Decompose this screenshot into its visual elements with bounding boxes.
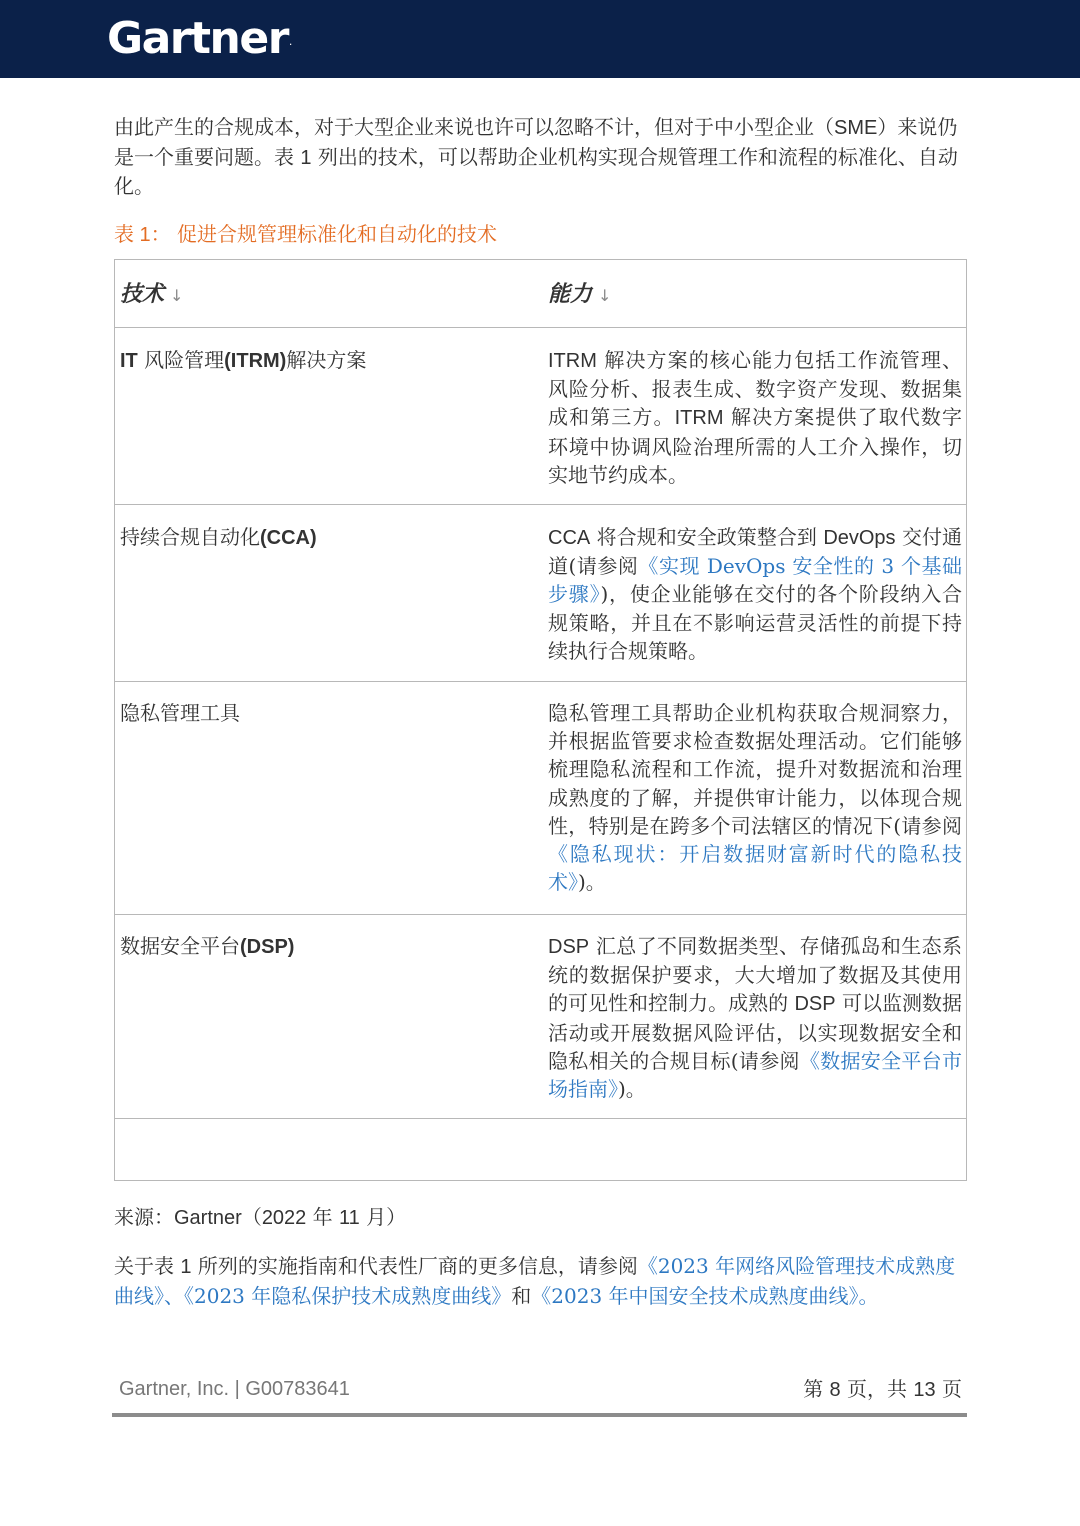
table-cell-capability: ITRM 解决方案的核心能力包括工作流管理、风险分析、报表生成、数字资产发现、数据集成和第三方。ITRM 解决方案提供了取代数字环境中协调风险治理所需的人工介入操作，切实地节约成本。: [548, 348, 963, 487]
reference-link-cyber-risk[interactable]: 《2023 年网络风险管理技术成熟度曲线》: [114, 1254, 956, 1308]
footer-rule: [112, 1413, 967, 1417]
column-header-tech[interactable]: 技术 ↓: [120, 281, 184, 307]
table-cell-tech: 持续合规自动化(CCA): [120, 525, 317, 549]
table-cell-tech: 数据安全平台(DSP): [120, 934, 295, 958]
table-caption: 表 1： 促进合规管理标准化和自动化的技术: [114, 222, 498, 246]
reference-link[interactable]: 《隐私现状：开启数据财富新时代的隐私技术》: [548, 842, 962, 895]
table-divider: [115, 914, 966, 915]
reference-link[interactable]: 《实现 DevOps 安全性的 3 个基础步骤》: [548, 554, 962, 607]
table-cell-capability: CCA 将合规和安全政策整合到 DevOps 交付通道(请参阅《实现 DevOps 安全性的 3 个基础步骤》)，使企业能够在交付的各个阶段纳入合规策略，并且在不影响运营灵活性的前提下持续执行合规策略。: [548, 525, 963, 663]
column-header-capability[interactable]: 能力 ↓: [548, 281, 612, 307]
table-divider: [115, 327, 966, 328]
table-divider: [115, 681, 966, 682]
reference-link-privacy[interactable]: 《2023 年隐私保护技术成熟度曲线》: [184, 1283, 512, 1308]
table-cell-tech: 隐私管理工具: [120, 701, 240, 725]
gartner-logo: Gartner.: [107, 13, 293, 64]
table-divider: [115, 504, 966, 505]
footer-doc-id: Gartner, Inc. | G00783641: [119, 1378, 350, 1400]
table-cell-capability: DSP 汇总了不同数据类型、存储孤岛和生态系统的数据保护要求，大大增加了数据及其使用的可见性和控制力。成熟的 DSP 可以监测数据活动或开展数据风险评估，以实现数据安全和隐私相关的合规目标(请参阅《数据安全平台市场指南》)。: [548, 934, 963, 1102]
more-info-paragraph: 关于表 1 所列的实施指南和代表性厂商的更多信息，请参阅《2023 年网络风险管理技术成熟度曲线》、《2023 年隐私保护技术成熟度曲线》和《2023 年中国安全技术成熟度曲线》。: [114, 1254, 956, 1308]
table-divider: [115, 1118, 966, 1119]
intro-paragraph: 由此产生的合规成本，对于大型企业来说也许可以忽略不计，但对于中小型企业（SME）来说仍是一个重要问题。表 1 列出的技术，可以帮助企业机构实现合规管理工作和流程的标准化、自动化。: [114, 115, 958, 198]
source-line: 来源：Gartner（2022 年 11 月）: [114, 1205, 407, 1229]
reference-link[interactable]: 《数据安全平台市场指南》: [548, 1048, 962, 1102]
sort-arrow-icon[interactable]: ↓: [598, 286, 612, 305]
sort-arrow-icon[interactable]: ↓: [170, 286, 184, 305]
table-cell-capability: 隐私管理工具帮助企业机构获取合规洞察力，并根据监管要求检查数据处理活动。它们能够梳理隐私流程和工作流，提升对数据流和治理成熟度的了解，并提供审计能力，以体现合规性，特别是在跨多个司法辖区的情况下(请参阅《隐私现状：开启数据财富新时代的隐私技术》)。: [548, 701, 962, 895]
table-cell-tech: IT 风险管理(ITRM)解决方案: [120, 348, 367, 372]
header-bar: [0, 0, 1080, 78]
reference-link-china-security[interactable]: 《2023 年中国安全技术成熟度曲线》: [531, 1283, 859, 1308]
footer-page-number: 第 8 页，共 13 页: [803, 1377, 962, 1401]
